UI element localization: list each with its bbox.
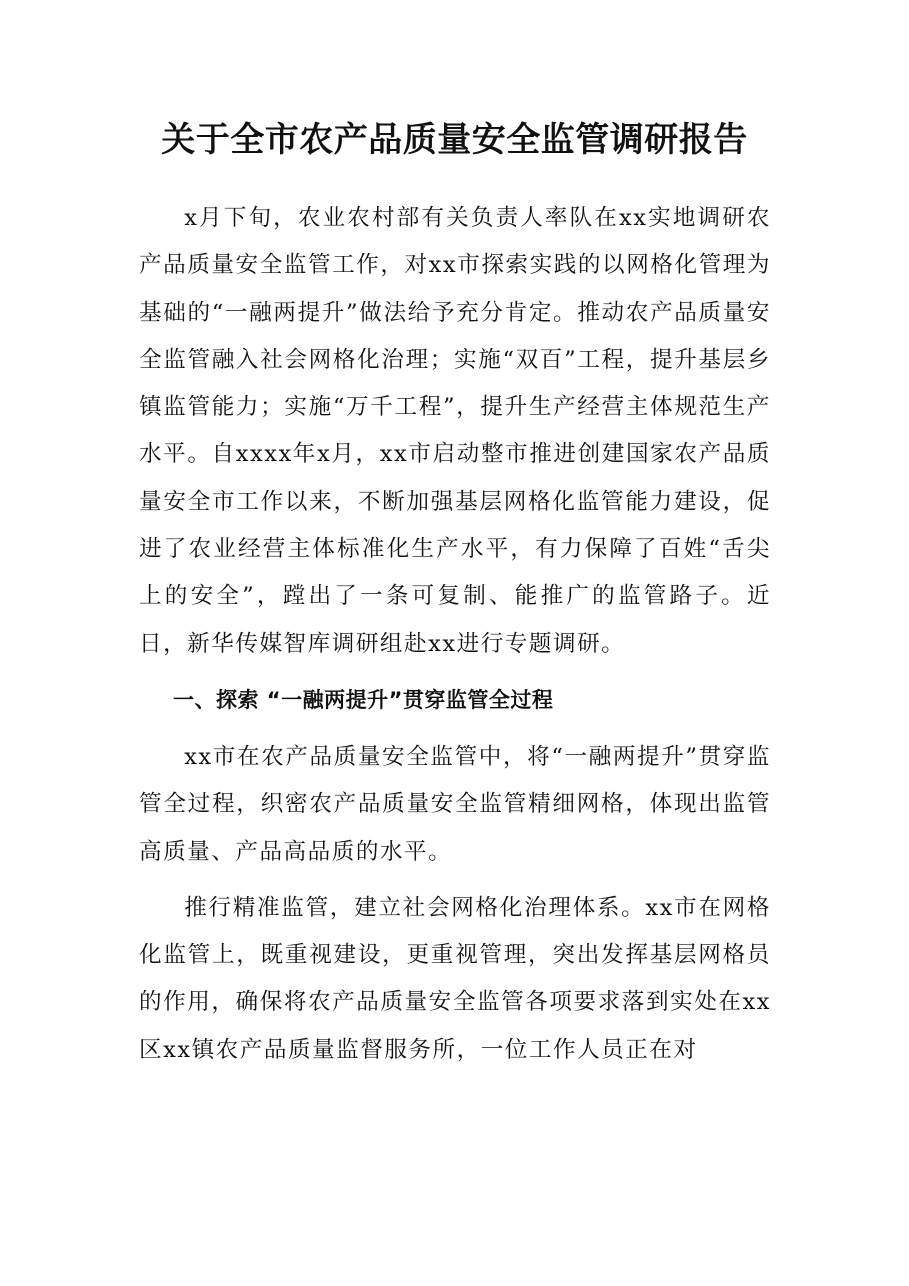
document-title: 关于全市农产品质量安全监管调研报告 <box>161 120 748 160</box>
document-body <box>139 195 771 1074</box>
intro-paragraph: x月下旬，农业农村部有关负责人率队在xx实地调研农产品质量安全监管工作，对xx市探索实践的以网格化管理为基础的“一融两提升”做法给予充分肯定。推动农产品质量安全监管融入社会网格化治理；实施“双百”工程，提升基层乡镇监管能力；实施“万千工程”，提升生产经营主体规范生产水平。自xxxx年x月，xx市启动整市推进创建国家农产品质量安全市工作以来，不断加强基层网格化监管能力建设，促进了农业经营主体标准化生产水平，有力保障了百姓“舌尖上的安全”，蹚出了一条可复制、能推广的监管路子。近日，新华传媒智库调研组赴xx进行专题调研。 <box>139 205 771 657</box>
section-paragraph: 推行精准监管，建立社会网格化治理体系。xx市在网格化监管上，既重视建设，更重视管理，突出发挥基层网格员的作用，确保将农产品质量安全监管各项要求落到实处在xx区xx镇农产品质量监督服务所，一位工作人员正在对 <box>139 894 771 1063</box>
section-heading: 一、探索 “一融两提升”贯穿监管全过程 <box>173 687 554 712</box>
section-paragraph: xx市在农产品质量安全监管中，将“一融两提升”贯穿监管全过程，织密农产品质量安全监管精细网格，体现出监管高质量、产品高品质的水平。 <box>139 743 771 865</box>
